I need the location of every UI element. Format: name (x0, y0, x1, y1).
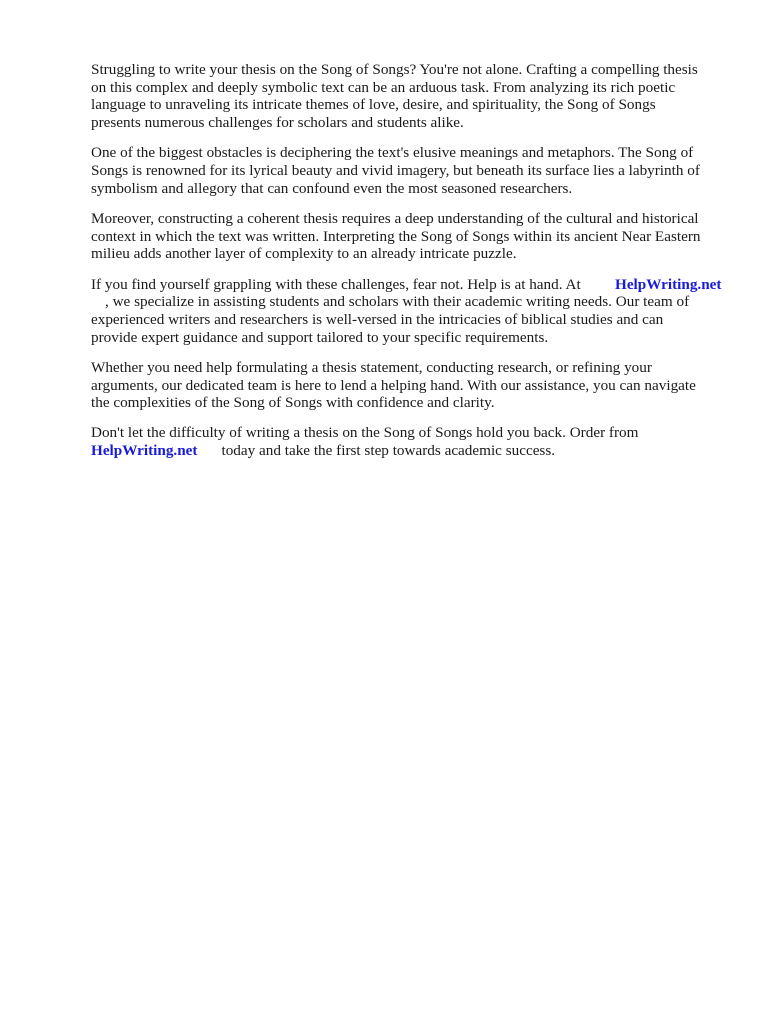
document-body (91, 61, 731, 472)
paragraph-help (91, 276, 731, 347)
paragraph-closing (91, 424, 731, 459)
text-line: experienced writers and researchers is well-versed in the intricacies of biblical studies and can (91, 310, 664, 328)
text-line: presents numerous challenges for scholars and students alike. (91, 114, 464, 132)
text-line: symbolism and allegory that can confound even the most seasoned researchers. (91, 179, 573, 197)
paragraph-context (91, 210, 731, 263)
text-line (91, 442, 731, 460)
paragraph-assistance (91, 359, 731, 412)
text-line: Songs is renowned for its lyrical beauty and vivid imagery, but beneath its surface lies a labyrinth of (91, 162, 700, 180)
text-line: language to unraveling its intricate themes of love, desire, and spirituality, the Song of Songs (91, 96, 656, 114)
help-intro-text: If you find yourself grappling with these challenges, fear not. Help is at hand. At (91, 275, 581, 293)
closing-call-to-action: today and take the first step towards academic success. (221, 442, 556, 460)
text-line: arguments, our dedicated team is here to lend a helping hand. With our assistance, you can navigate (91, 376, 696, 394)
helpwriting-link[interactable]: HelpWriting.net (615, 275, 722, 293)
text-line: Moreover, constructing a coherent thesis requires a deep understanding of the cultural and historical (91, 209, 699, 227)
text-line (91, 276, 731, 294)
text-line: the complexities of the Song of Songs with confidence and clarity. (91, 394, 495, 412)
text-line: on this complex and deeply symbolic text can be an arduous task. From analyzing its rich poetic (91, 78, 676, 96)
text-line: milieu adds another layer of complexity to an already intricate puzzle. (91, 245, 517, 263)
text-line: Don't let the difficulty of writing a thesis on the Song of Songs hold you back. Order from (91, 424, 639, 442)
helpwriting-link-footer[interactable]: HelpWriting.net (91, 442, 198, 460)
help-services-text: , we specialize in assisting students and scholars with their academic writing needs. Our team of (105, 293, 690, 311)
paragraph-obstacles (91, 144, 731, 197)
text-line: Whether you need help formulating a thesis statement, conducting research, or refining your (91, 358, 652, 376)
text-line: One of the biggest obstacles is deciphering the text's elusive meanings and metaphors. The Song of (91, 144, 694, 162)
text-line: provide expert guidance and support tailored to your specific requirements. (91, 328, 549, 346)
text-line: Struggling to write your thesis on the Song of Songs? You're not alone. Crafting a compelling thesis (91, 61, 698, 78)
text-line (91, 293, 731, 311)
text-line: context in which the text was written. Interpreting the Song of Songs within its ancient Near Eastern (91, 227, 701, 245)
paragraph-intro (91, 61, 731, 132)
